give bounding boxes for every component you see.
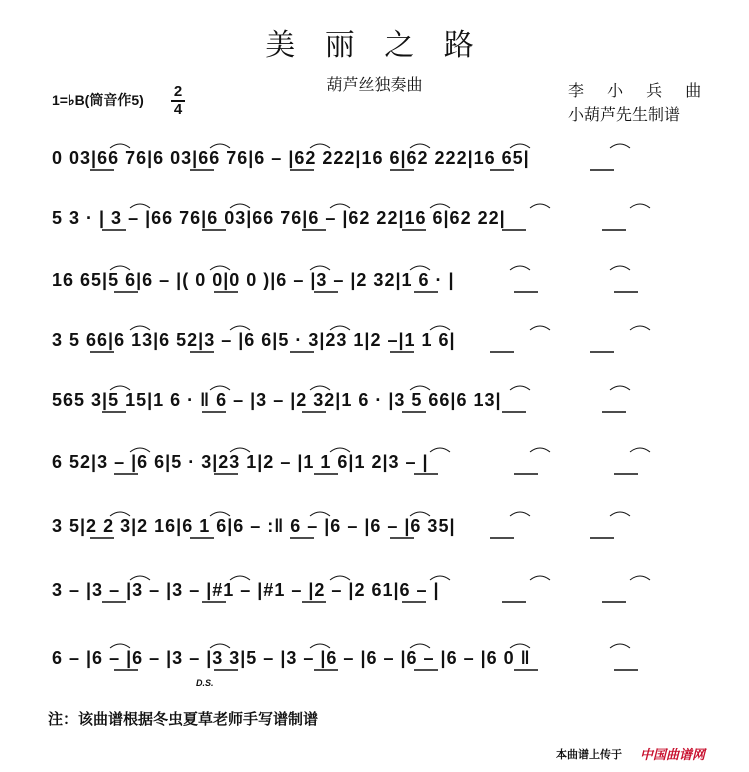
time-signature (171, 84, 185, 118)
score-line-text: 565 3|5 15|1 6 · ‖ 6 – |3 – |2 32|1 6 · |3 5 66|6 13| (52, 390, 502, 410)
slur-mark (630, 326, 650, 330)
score-line (50, 572, 700, 612)
score-title: 美 丽 之 路 (265, 28, 484, 63)
score-line (50, 508, 700, 548)
slur-mark (630, 204, 650, 208)
slur-mark (530, 448, 550, 452)
upload-credit: 本曲谱上传于 (556, 748, 622, 761)
score-line (50, 140, 700, 180)
time-signature-top: 2 (171, 84, 185, 102)
score-line-text: 3 5 66|6 13|6 52|3 – |6 6|5 · 3|23 1|2 –|1 1 6| (52, 330, 456, 350)
slur-mark (630, 448, 650, 452)
slur-mark (610, 512, 630, 516)
slur-mark (610, 386, 630, 390)
score-line (50, 200, 700, 240)
score-line (50, 322, 700, 362)
score-subtitle: 葫芦丝独奏曲 (326, 75, 423, 94)
score-line-text: 6 – |6 – |6 – |3 – |3 3|5 – |3 – |6 – |6 – |6 – |6 – |6 0 ‖ (52, 648, 531, 668)
slur-mark (610, 266, 630, 270)
transcriber-credit: 小葫芦先生制谱 (568, 105, 681, 124)
slur-mark (610, 144, 630, 148)
site-logo: 中国曲谱网 (640, 748, 706, 763)
score-line (50, 262, 700, 302)
score-line-text: 3 5|2 2 3|2 16|6 1 6|6 – :‖ 6 – |6 – |6 – |6 35| (52, 516, 456, 536)
slur-mark (510, 512, 530, 516)
time-signature-bottom: 4 (173, 101, 183, 118)
slur-mark (530, 576, 550, 580)
score-line (50, 640, 700, 680)
score-line-text: 6 52|3 – |6 6|5 · 3|23 1|2 – |1 1 6|1 2|3 – | (52, 452, 429, 472)
key-signature: 1=♭B(筒音作5) (52, 92, 144, 108)
score-line-text: 0 03|66 76|6 03|66 76|6 – |62 222|16 6|62 222|16 65| (52, 148, 530, 168)
slur-mark (530, 204, 550, 208)
slur-mark (510, 266, 530, 270)
score-line (50, 444, 700, 484)
slur-mark (610, 644, 630, 648)
score-line-text: 3 – |3 – |3 – |3 – |#1 – |#1 – |2 – |2 61|6 – | (52, 580, 440, 600)
composer-credit: 李 小 兵 曲 (568, 81, 711, 100)
source-note: 注：该曲谱根据冬虫夏草老师手写谱制谱 (48, 710, 319, 728)
slur-mark (430, 448, 450, 452)
score-line-text: 16 65|5 6|6 – |( 0 0|0 0 )|6 – |3 – |2 32|1 6 · | (52, 270, 455, 290)
score-line (50, 382, 700, 422)
ds-mark: D.S. (196, 678, 214, 688)
score-line-text: 5 3 · | 3 – |66 76|6 03|66 76|6 – |62 22|16 6|62 22| (52, 208, 506, 228)
slur-mark (530, 326, 550, 330)
slur-mark (630, 576, 650, 580)
slur-mark (510, 386, 530, 390)
